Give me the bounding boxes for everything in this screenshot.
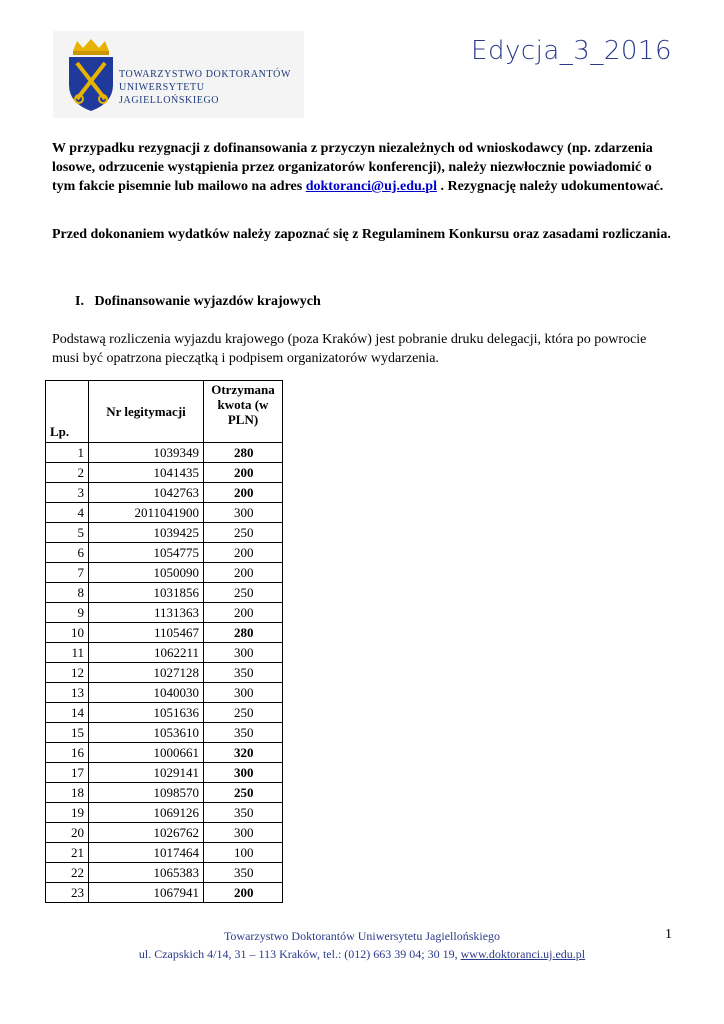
cell-kwota: 200 xyxy=(204,463,283,483)
cell-kwota: 280 xyxy=(204,623,283,643)
cell-nr: 1041435 xyxy=(89,463,204,483)
cell-nr: 1039349 xyxy=(89,443,204,463)
edition-label: Edycja_3_2016 xyxy=(471,36,672,66)
cell-kwota: 280 xyxy=(204,443,283,463)
table-row xyxy=(46,623,283,643)
table-row xyxy=(46,803,283,823)
table-row xyxy=(46,863,283,883)
cell-nr: 1065383 xyxy=(89,863,204,883)
section-number: I. xyxy=(75,294,84,309)
table-row xyxy=(46,443,283,463)
cell-nr: 1051636 xyxy=(89,703,204,723)
cell-lp: 19 xyxy=(46,803,89,823)
cell-lp: 17 xyxy=(46,763,89,783)
notice-text-after: . Rezygnację należy udokumentować. xyxy=(436,179,664,194)
cell-nr: 1026762 xyxy=(89,823,204,843)
logo-text xyxy=(119,68,304,107)
cell-nr: 1029141 xyxy=(89,763,204,783)
rules-notice: Przed dokonaniem wydatków należy zapoznać się z Regulaminem Konkursu oraz zasadami rozliczania. xyxy=(52,227,671,242)
cell-kwota: 320 xyxy=(204,743,283,763)
cell-lp: 14 xyxy=(46,703,89,723)
cell-kwota: 200 xyxy=(204,543,283,563)
cell-nr: 1027128 xyxy=(89,663,204,683)
cell-kwota: 300 xyxy=(204,823,283,843)
cell-lp: 8 xyxy=(46,583,89,603)
table-body xyxy=(46,443,283,903)
cell-kwota: 300 xyxy=(204,763,283,783)
cell-kwota: 200 xyxy=(204,483,283,503)
cell-lp: 10 xyxy=(46,623,89,643)
cell-lp: 6 xyxy=(46,543,89,563)
section-title: Dofinansowanie wyjazdów krajowych xyxy=(94,294,321,309)
table-row xyxy=(46,583,283,603)
cell-kwota: 300 xyxy=(204,503,283,523)
cell-nr: 1069126 xyxy=(89,803,204,823)
intro-paragraph: Podstawą rozliczenia wyjazdu krajowego (poza Kraków) jest pobranie druku delegacji, która po powrocie musi być opatrzona pieczątką i podpisem organizatorów wydarzenia. xyxy=(52,332,647,366)
cell-nr: 2011041900 xyxy=(89,503,204,523)
cell-lp: 22 xyxy=(46,863,89,883)
cell-lp: 9 xyxy=(46,603,89,623)
cell-lp: 12 xyxy=(46,663,89,683)
table-row xyxy=(46,783,283,803)
cell-kwota: 250 xyxy=(204,783,283,803)
section-heading xyxy=(75,292,695,311)
cell-kwota: 200 xyxy=(204,563,283,583)
cell-nr: 1017464 xyxy=(89,843,204,863)
header-lp: Lp. xyxy=(46,381,89,443)
footer-address xyxy=(0,945,724,963)
funding-table xyxy=(45,380,283,903)
cell-lp: 21 xyxy=(46,843,89,863)
cell-nr: 1062211 xyxy=(89,643,204,663)
table-row xyxy=(46,883,283,903)
cell-lp: 7 xyxy=(46,563,89,583)
cell-kwota: 350 xyxy=(204,663,283,683)
header-kwota: Otrzymana kwota (w PLN) xyxy=(204,381,283,443)
cell-kwota: 100 xyxy=(204,843,283,863)
table-row xyxy=(46,823,283,843)
table-row xyxy=(46,603,283,623)
table-row xyxy=(46,483,283,503)
logo-line-1: TOWARZYSTWO DOKTORANTÓW xyxy=(119,69,292,80)
table-row xyxy=(46,703,283,723)
cell-lp: 1 xyxy=(46,443,89,463)
website-link[interactable]: www.doktoranci.uj.edu.pl xyxy=(460,947,586,961)
cell-kwota: 350 xyxy=(204,723,283,743)
table-row xyxy=(46,663,283,683)
table-row xyxy=(46,463,283,483)
notice-text-before: W przypadku rezygnacji z dofinansowania z przyczyn niezależnych od wnioskodawcy (np. zdarzenia losowe, odrzucenie wystąpienia przez organizatorów konferencji), należy niezwłocznie powiadomić o tym fakcie pisemnie lub mailowo na adres xyxy=(52,141,653,194)
cell-lp: 20 xyxy=(46,823,89,843)
cell-kwota: 350 xyxy=(204,863,283,883)
cell-nr: 1050090 xyxy=(89,563,204,583)
cell-nr: 1039425 xyxy=(89,523,204,543)
cell-kwota: 250 xyxy=(204,523,283,543)
cell-nr: 1053610 xyxy=(89,723,204,743)
cell-lp: 13 xyxy=(46,683,89,703)
cell-nr: 1040030 xyxy=(89,683,204,703)
cell-lp: 15 xyxy=(46,723,89,743)
table-row xyxy=(46,723,283,743)
cell-lp: 5 xyxy=(46,523,89,543)
logo xyxy=(53,31,304,118)
footer-address-text: ul. Czapskich 4/14, 31 – 113 Kraków, tel.: (012) 663 39 04; 30 19, xyxy=(138,947,461,961)
table-row xyxy=(46,643,283,663)
cell-nr: 1098570 xyxy=(89,783,204,803)
resignation-notice xyxy=(52,139,672,196)
page-number: 1 xyxy=(665,927,672,942)
cell-nr: 1042763 xyxy=(89,483,204,503)
footer-org: Towarzystwo Doktorantów Uniwersytetu Jagiellońskiego xyxy=(223,929,501,943)
header-nr: Nr legitymacji xyxy=(89,381,204,443)
cell-kwota: 250 xyxy=(204,703,283,723)
cell-kwota: 350 xyxy=(204,803,283,823)
cell-nr: 1067941 xyxy=(89,883,204,903)
table-row xyxy=(46,763,283,783)
cell-lp: 18 xyxy=(46,783,89,803)
cell-lp: 11 xyxy=(46,643,89,663)
cell-nr: 1131363 xyxy=(89,603,204,623)
cell-kwota: 200 xyxy=(204,883,283,903)
email-link[interactable]: doktoranci@uj.edu.pl xyxy=(305,179,437,194)
table-row xyxy=(46,683,283,703)
cell-kwota: 200 xyxy=(204,603,283,623)
table-row xyxy=(46,563,283,583)
university-emblem-icon xyxy=(65,37,117,113)
cell-lp: 16 xyxy=(46,743,89,763)
table-row xyxy=(46,743,283,763)
cell-lp: 3 xyxy=(46,483,89,503)
cell-nr: 1105467 xyxy=(89,623,204,643)
cell-nr: 1000661 xyxy=(89,743,204,763)
table-row xyxy=(46,843,283,863)
cell-kwota: 300 xyxy=(204,643,283,663)
logo-line-2: UNIWERSYTETU JAGIELLOŃSKIEGO xyxy=(119,82,220,106)
footer xyxy=(0,927,724,963)
table-row xyxy=(46,503,283,523)
cell-nr: 1031856 xyxy=(89,583,204,603)
cell-lp: 23 xyxy=(46,883,89,903)
cell-kwota: 300 xyxy=(204,683,283,703)
table-row xyxy=(46,523,283,543)
cell-nr: 1054775 xyxy=(89,543,204,563)
cell-lp: 2 xyxy=(46,463,89,483)
table-row xyxy=(46,543,283,563)
cell-lp: 4 xyxy=(46,503,89,523)
table-header-row xyxy=(46,381,283,443)
cell-kwota: 250 xyxy=(204,583,283,603)
